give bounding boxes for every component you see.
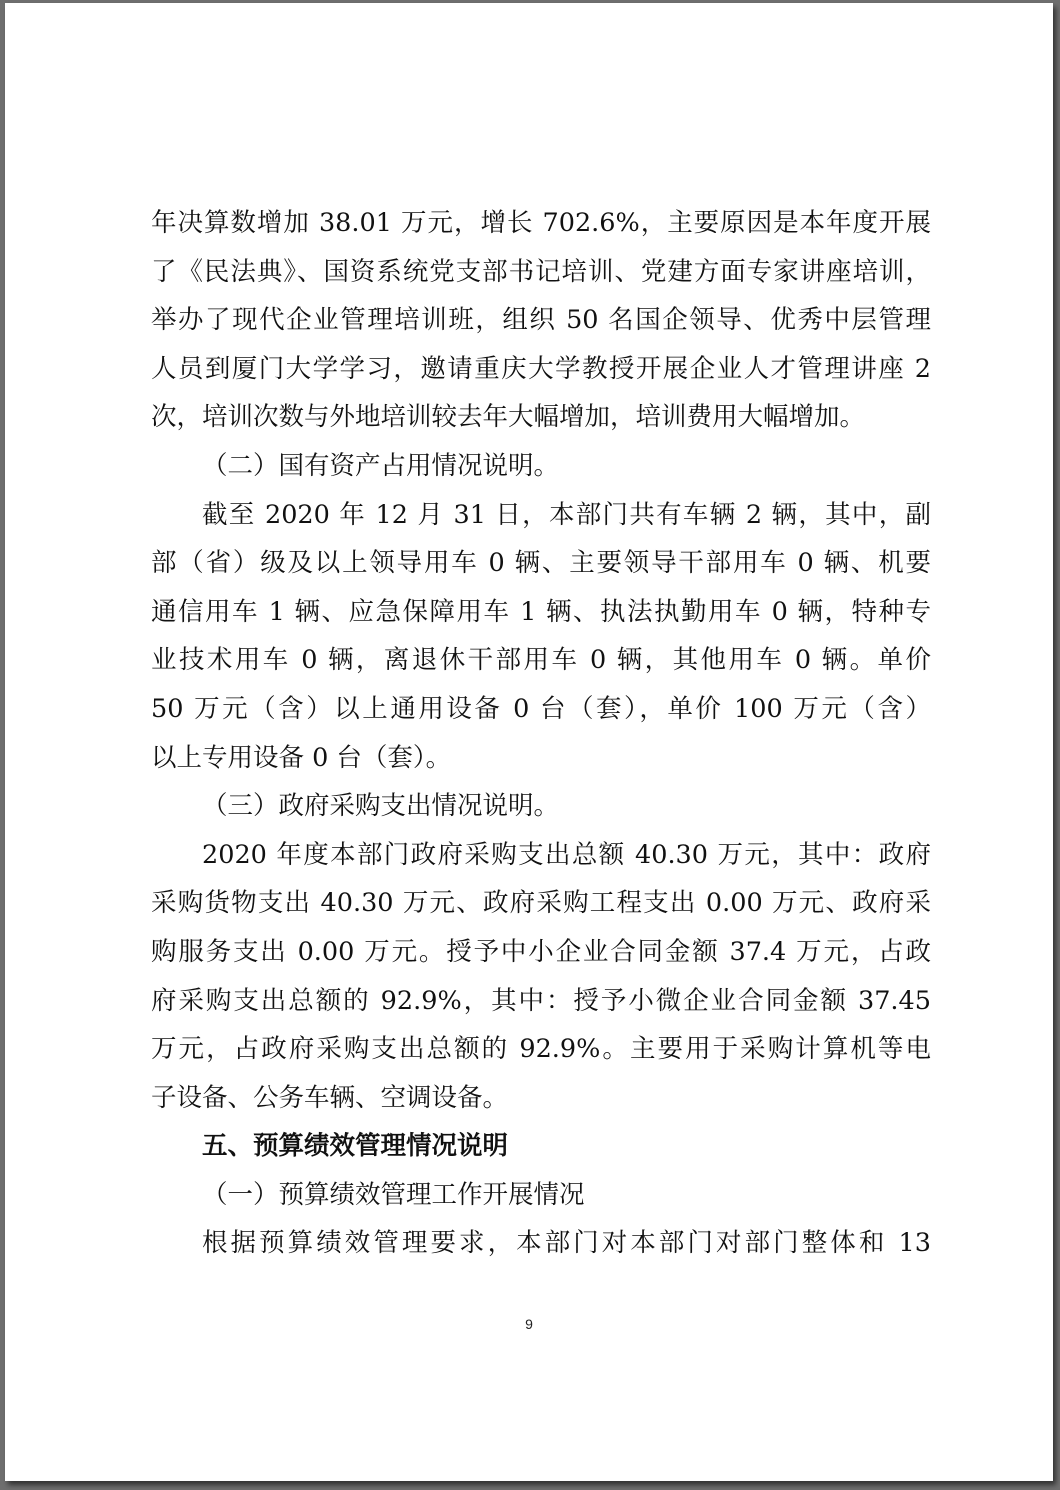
body-line: 采购货物支出 40.30 万元、政府采购工程支出 0.00 万元、政府采: [151, 888, 931, 919]
body-line: 50 万元（含）以上通用设备 0 台（套），单价 100 万元（含）: [151, 693, 931, 724]
section-heading-assets: （二）国有资产占用情况说明。: [202, 450, 560, 481]
body-line: 业技术用车 0 辆，离退休干部用车 0 辆，其他用车 0 辆。单价: [151, 645, 931, 676]
body-line: 截至 2020 年 12 月 31 日，本部门共有车辆 2 辆，其中，副: [202, 499, 931, 530]
body-line: 次，培训次数与外地培训较去年大幅增加，培训费用大幅增加。: [151, 402, 866, 433]
body-line: 万元，占政府采购支出总额的 92.9%。主要用于采购计算机等电: [151, 1034, 931, 1065]
body-line: 年决算数增加 38.01 万元，增长 702.6%，主要原因是本年度开展: [151, 208, 931, 238]
body-line: 子设备、公务车辆、空调设备。: [151, 1082, 509, 1113]
document-page: [5, 3, 1053, 1481]
body-line: 2020 年度本部门政府采购支出总额 40.30 万元，其中：政府: [202, 839, 931, 870]
section-heading-performance-work: （一）预算绩效管理工作开展情况: [202, 1179, 585, 1210]
document-body: [151, 199, 931, 1268]
section-title-performance: 五、预算绩效管理情况说明: [202, 1131, 509, 1162]
body-line: 府采购支出总额的 92.9%，其中：授予小微企业合同金额 37.45: [151, 985, 931, 1016]
body-line: 人员到厦门大学学习，邀请重庆大学教授开展企业人才管理讲座 2: [151, 353, 931, 384]
page-number: 9: [525, 1316, 533, 1332]
body-line: 举办了现代企业管理培训班，组织 50 名国企领导、优秀中层管理: [151, 305, 931, 336]
body-line: 根据预算绩效管理要求，本部门对本部门对部门整体和 13: [202, 1228, 931, 1259]
body-line: 部（省）级及以上领导用车 0 辆、主要领导干部用车 0 辆、机要: [151, 548, 931, 579]
body-line: 了《民法典》、国资系统党支部书记培训、党建方面专家讲座培训，: [151, 256, 931, 287]
body-line: 以上专用设备 0 台（套）。: [151, 742, 452, 773]
section-heading-procurement: （三）政府采购支出情况说明。: [202, 791, 560, 822]
body-line: 通信用车 1 辆、应急保障用车 1 辆、执法执勤用车 0 辆，特种专: [151, 596, 931, 627]
body-line: 购服务支出 0.00 万元。授予中小企业合同金额 37.4 万元，占政: [151, 936, 931, 967]
